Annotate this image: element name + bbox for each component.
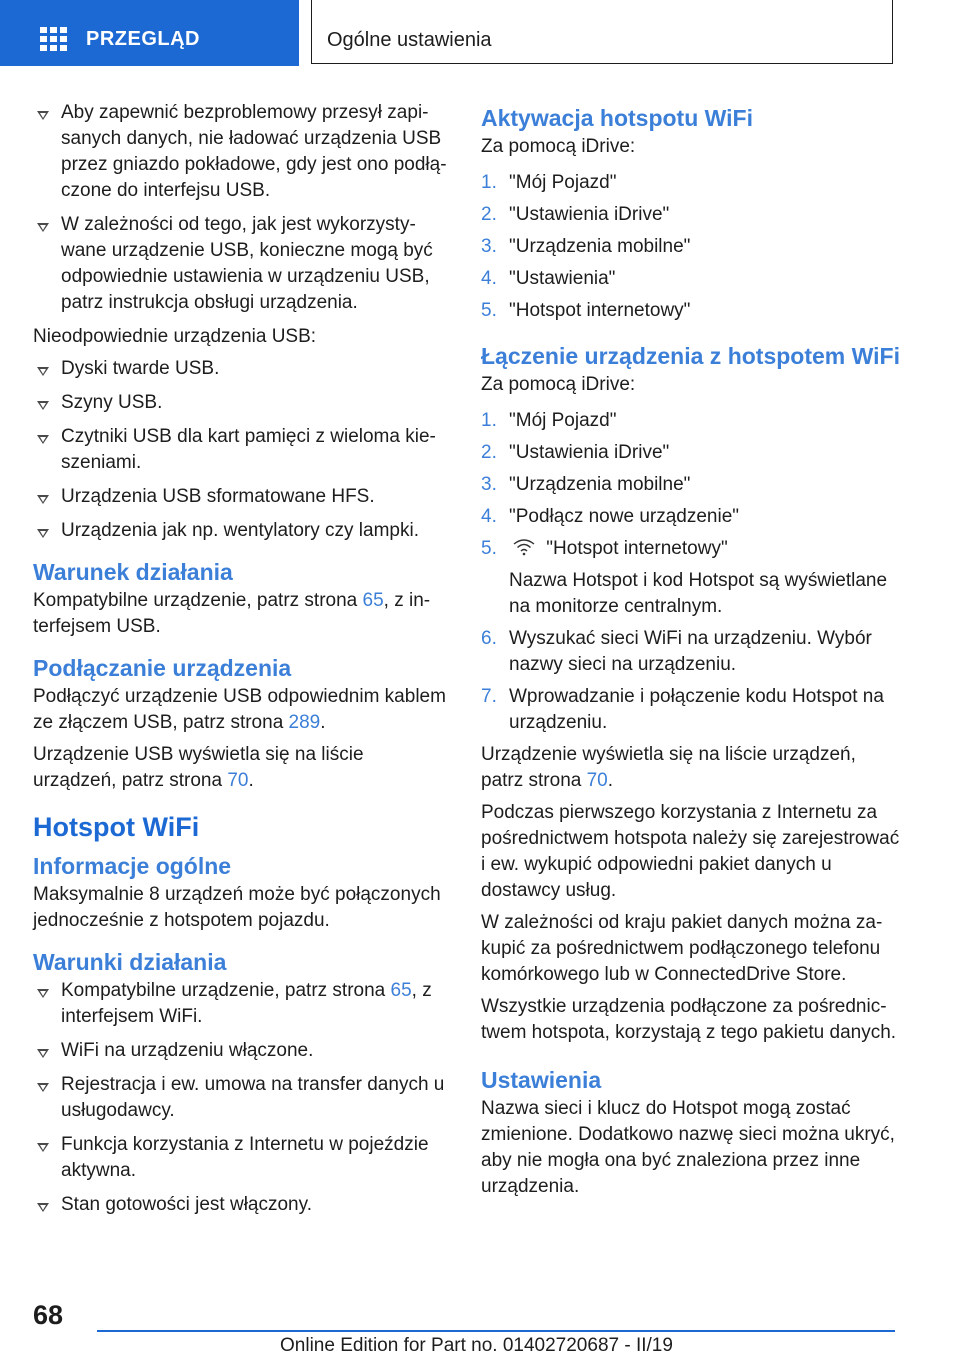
step-item: 1. "Mój Pojazd" (481, 172, 617, 193)
step-item: 3. "Urządzenia mobilne" (481, 474, 691, 495)
list-item: Funkcja korzystania z Internetu w pojeździe aktywna. (33, 1132, 448, 1184)
step-item: 5. "Hotspot internetowy" Nazwa Hotspot i kod Hotspot są wyświetlane na monitorze centralnym. (481, 536, 901, 620)
step-item: 4. "Podłącz nowe urządzenie" (481, 506, 740, 527)
wifi-icon (513, 538, 535, 556)
podlaczanie-text-1: Podłączyć urządzenie USB odpowiednim kablem ze złączem USB, patrz strona 289. (33, 686, 446, 733)
step-item: 6. Wyszukać sieci WiFi na urządzeniu. Wybór nazwy sieci na urządzeniu. (481, 628, 872, 675)
step-item: 2. "Ustawienia iDrive" (481, 204, 670, 225)
device-list-text: Urządzenie wyświetla się na liście urządzeń, patrz strona 70. (481, 744, 856, 791)
paragraph: W zależności od kraju pakiet danych można zakupić za pośrednictwem podłączonego telefonu komórkowego lub w ConnectedDrive Store. (481, 912, 883, 985)
list-item: Stan gotowości jest włączony. (33, 1192, 448, 1218)
list-item: W zależności od tego, jak jest wykorzystywane urządzenie USB, konieczne mogą być odpowiednie ustawienia w urządzeniu USB, patrz instrukcja obsługi urządzenia. (33, 212, 448, 316)
footer-divider (97, 1330, 895, 1332)
list-item: Urządzenia USB sformatowane HFS. (33, 484, 448, 510)
heading-hotspot: Hotspot WiFi (33, 812, 200, 842)
overview-tab[interactable] (0, 0, 299, 66)
header-bar (0, 0, 960, 66)
heading-podlaczanie: Podłączanie urządzenia (33, 655, 292, 681)
page-link[interactable]: 289 (288, 712, 321, 733)
warunek-text: Kompatybilne urządzenie, patrz strona 65, z interfejsem USB. (33, 590, 431, 637)
list-item: Aby zapewnić bezproblemowy przesył zapisanych danych, nie ładować urządzenia USB przez gniazdo pokładowe, gdy jest ono podłączone do interfejsu USB. (33, 100, 448, 204)
unsuitable-intro: Nieodpowiednie urządzenia USB: (33, 326, 317, 347)
footer-edition: Online Edition for Part no. 01402720687 - II/19 (280, 1335, 673, 1356)
heading-ustawienia: Ustawienia (481, 1067, 602, 1093)
heading-laczenie: Łączenie urządzenia z hotspotem WiFi (481, 343, 900, 369)
list-item: Czytniki USB dla kart pamięci z wieloma kieszeniami. (33, 424, 448, 476)
list-item: WiFi na urządzeniu włączone. (33, 1038, 448, 1064)
step-item: 2. "Ustawienia iDrive" (481, 442, 670, 463)
paragraph: Podczas pierwszego korzystania z Internetu za pośrednictwem hotspota należy się zarejestrować i ew. wykupić odpowiedni pakiet danych u dostawcy usług. (481, 802, 900, 901)
page-link[interactable]: 65 (390, 980, 412, 1001)
page-link[interactable]: 70 (586, 770, 608, 791)
page-link[interactable]: 70 (227, 770, 249, 791)
list-item: Urządzenia jak np. wentylatory czy lampki. (33, 518, 448, 544)
list-item: Rejestracja i ew. umowa na transfer danych u usługodawcy. (33, 1072, 448, 1124)
step-item: 1. "Mój Pojazd" (481, 410, 617, 431)
step-item: 5. "Hotspot internetowy" (481, 300, 691, 321)
step-item: 7. Wprowadzanie i połączenie kodu Hotspot na urządzeniu. (481, 686, 884, 733)
list-item: Dyski twarde USB. (33, 356, 448, 382)
idrive-intro: Za pomocą iDrive: (481, 374, 636, 395)
idrive-intro: Za pomocą iDrive: (481, 136, 636, 157)
step-item: 4. "Ustawienia" (481, 268, 616, 289)
heading-aktywacja: Aktywacja hotspotu WiFi (481, 105, 753, 131)
info-text: Maksymalnie 8 urządzeń może być połączonych jednocześnie z hotspotem pojazdu. (33, 884, 441, 931)
section-tab-label: Ogólne ustawienia (327, 29, 492, 51)
right-column (481, 100, 901, 1206)
heading-info: Informacje ogólne (33, 853, 232, 879)
section-tab[interactable] (311, 0, 893, 64)
page-link[interactable]: 65 (362, 590, 384, 611)
list-item: Szyny USB. (33, 390, 448, 416)
heading-warunki: Warunki działania (33, 949, 227, 975)
overview-tab-label: PRZEGLĄD (86, 28, 200, 50)
step-note: Nazwa Hotspot i kod Hotspot są wyświetlane na monitorze centralnym. (509, 570, 888, 617)
list-item: Kompatybilne urządzenie, patrz strona 65, z interfejsem WiFi. (33, 978, 448, 1030)
heading-warunek: Warunek działania (33, 559, 233, 585)
left-column (33, 100, 448, 1226)
ustawienia-text: Nazwa sieci i klucz do Hotspot mogą zostać zmienione. Dodatkowo nazwę sieci można ukryć, aby nie mogła ona być znaleziona przez inne urządzenia. (481, 1098, 895, 1197)
grid-icon (40, 27, 67, 51)
page-number: 68 (33, 1300, 64, 1330)
step-item: 3. "Urządzenia mobilne" (481, 236, 691, 257)
paragraph: Wszystkie urządzenia podłączone za pośrednictwem hotspota, korzystają z tego pakietu danych. (481, 996, 897, 1043)
podlaczanie-text-2: Urządzenie USB wyświetla się na liście urządzeń, patrz strona 70. (33, 744, 364, 791)
